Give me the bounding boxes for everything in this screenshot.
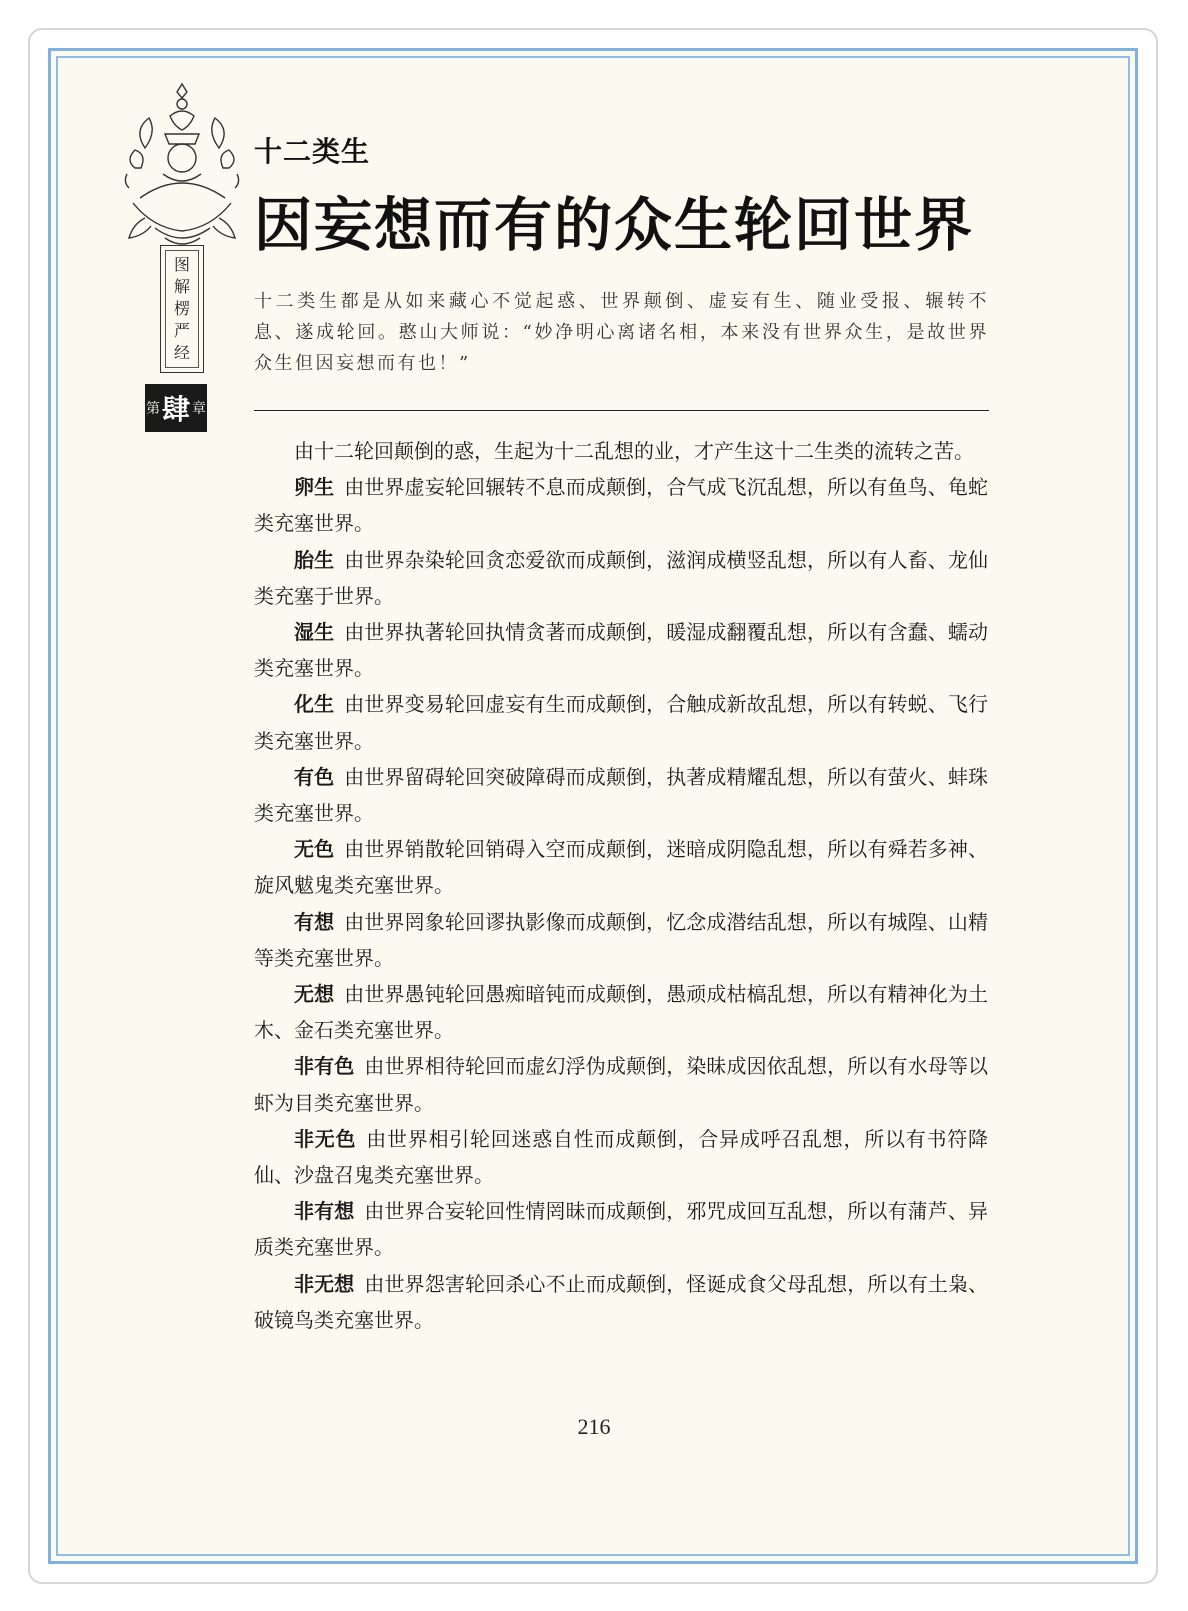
entry-term: 无色 [294,837,335,862]
entry-term: 非有色 [294,1054,355,1079]
lead-paragraph: 由十二轮回颠倒的惑，生起为十二乱想的业，才产生这十二生类的流转之苦。 [294,439,974,463]
section-subtitle: 十二类生 [254,135,371,168]
series-char: 严 [173,321,190,340]
entry-term: 有想 [294,909,335,934]
list-item [254,686,988,758]
entry-text: 由世界虚妄轮回辗转不息而成颠倒，合气成飞沉乱想，所以有鱼鸟、龟蛇类充塞世界。 [254,475,989,536]
entry-text: 由世界销散轮回销碍入空而成颠倒，迷暗成阴隐乱想，所以有舜若多神、旋风魃鬼类充塞世界。 [254,837,989,898]
list-item [254,759,988,831]
list-item [254,469,988,541]
series-char: 图 [173,255,190,274]
buddha-lotus-ornament [115,78,250,268]
entry-text: 由世界相待轮回而虚幻浮伪成颠倒，染昧成因依乱想，所以有水母等以虾为目类充塞世界。 [254,1054,989,1115]
series-char: 解 [173,277,190,296]
entry-term: 湿生 [294,620,335,645]
page-title: 因妄想而有的众生轮回世界 [254,191,975,259]
entry-text: 由世界愚钝轮回愚痴暗钝而成颠倒，愚顽成枯槁乱想，所以有精神化为土木、金石类充塞世界。 [254,982,989,1043]
entry-text: 由世界杂染轮回贪恋爱欲而成颠倒，滋润成横竖乱想，所以有人畜、龙仙类充塞于世界。 [254,547,989,608]
page-number: 216 [577,1414,611,1439]
list-item [254,1266,988,1338]
entry-text: 由世界怨害轮回杀心不止而成颠倒，怪诞成食父母乱想，所以有土枭、破镜鸟类充塞世界。 [254,1271,989,1332]
divider [254,410,989,411]
entry-term: 非有想 [294,1199,355,1224]
list-item [254,614,988,686]
list-item [254,1048,988,1120]
chapter-number: 肆 [161,393,190,426]
entry-text: 由世界执著轮回执情贪著而成颠倒，暖湿成翻覆乱想，所以有含蠢、蠕动类充塞世界。 [254,620,989,681]
entry-term: 化生 [294,692,335,717]
entry-text: 由世界合妄轮回性情罔昧而成颠倒，邪咒成回互乱想，所以有蒲芦、异质类充塞世界。 [254,1199,989,1260]
entry-text: 由世界罔象轮回谬执影像而成颠倒，忆念成潜结乱想，所以有城隍、山精等类充塞世界。 [254,909,989,970]
entry-term: 非无想 [294,1271,355,1296]
chapter-tab [145,384,207,432]
entry-text: 由世界留碍轮回突破障碍而成颠倒，执著成精耀乱想，所以有萤火、蚌珠类充塞世界。 [254,764,989,826]
chapter-prefix: 第 [145,401,160,417]
body-text [254,433,988,1338]
entry-term: 无想 [294,982,335,1007]
list-item [254,1193,988,1265]
entry-text: 由世界相引轮回迷惑自性而成颠倒，合异成呼召乱想，所以有书符降仙、沙盘召鬼类充塞世界。 [254,1126,988,1188]
series-char: 经 [173,343,190,362]
list-item [254,542,988,614]
list-item [254,904,988,976]
entry-text: 由世界变易轮回虚妄有生而成颠倒，合触成新故乱想，所以有转蜕、飞行类充塞世界。 [254,692,989,753]
entry-term: 有色 [294,764,335,789]
chapter-suffix: 章 [192,401,206,417]
series-char: 楞 [173,299,190,318]
list-item [254,1121,988,1193]
intro-paragraph: 十二类生都是从如来藏心不觉起惑、世界颠倒、虚妄有生、随业受报、辗转不息、遂成轮回。憨山大师说：“妙净明心离诸名相，本来没有世界众生，是故世界众生但因妄想而有也！” [254,291,989,374]
entry-term: 非无色 [294,1126,357,1151]
series-label [160,245,204,373]
list-item [254,831,988,903]
entry-term: 卵生 [294,475,335,500]
entry-term: 胎生 [294,547,335,572]
list-item [254,976,988,1048]
